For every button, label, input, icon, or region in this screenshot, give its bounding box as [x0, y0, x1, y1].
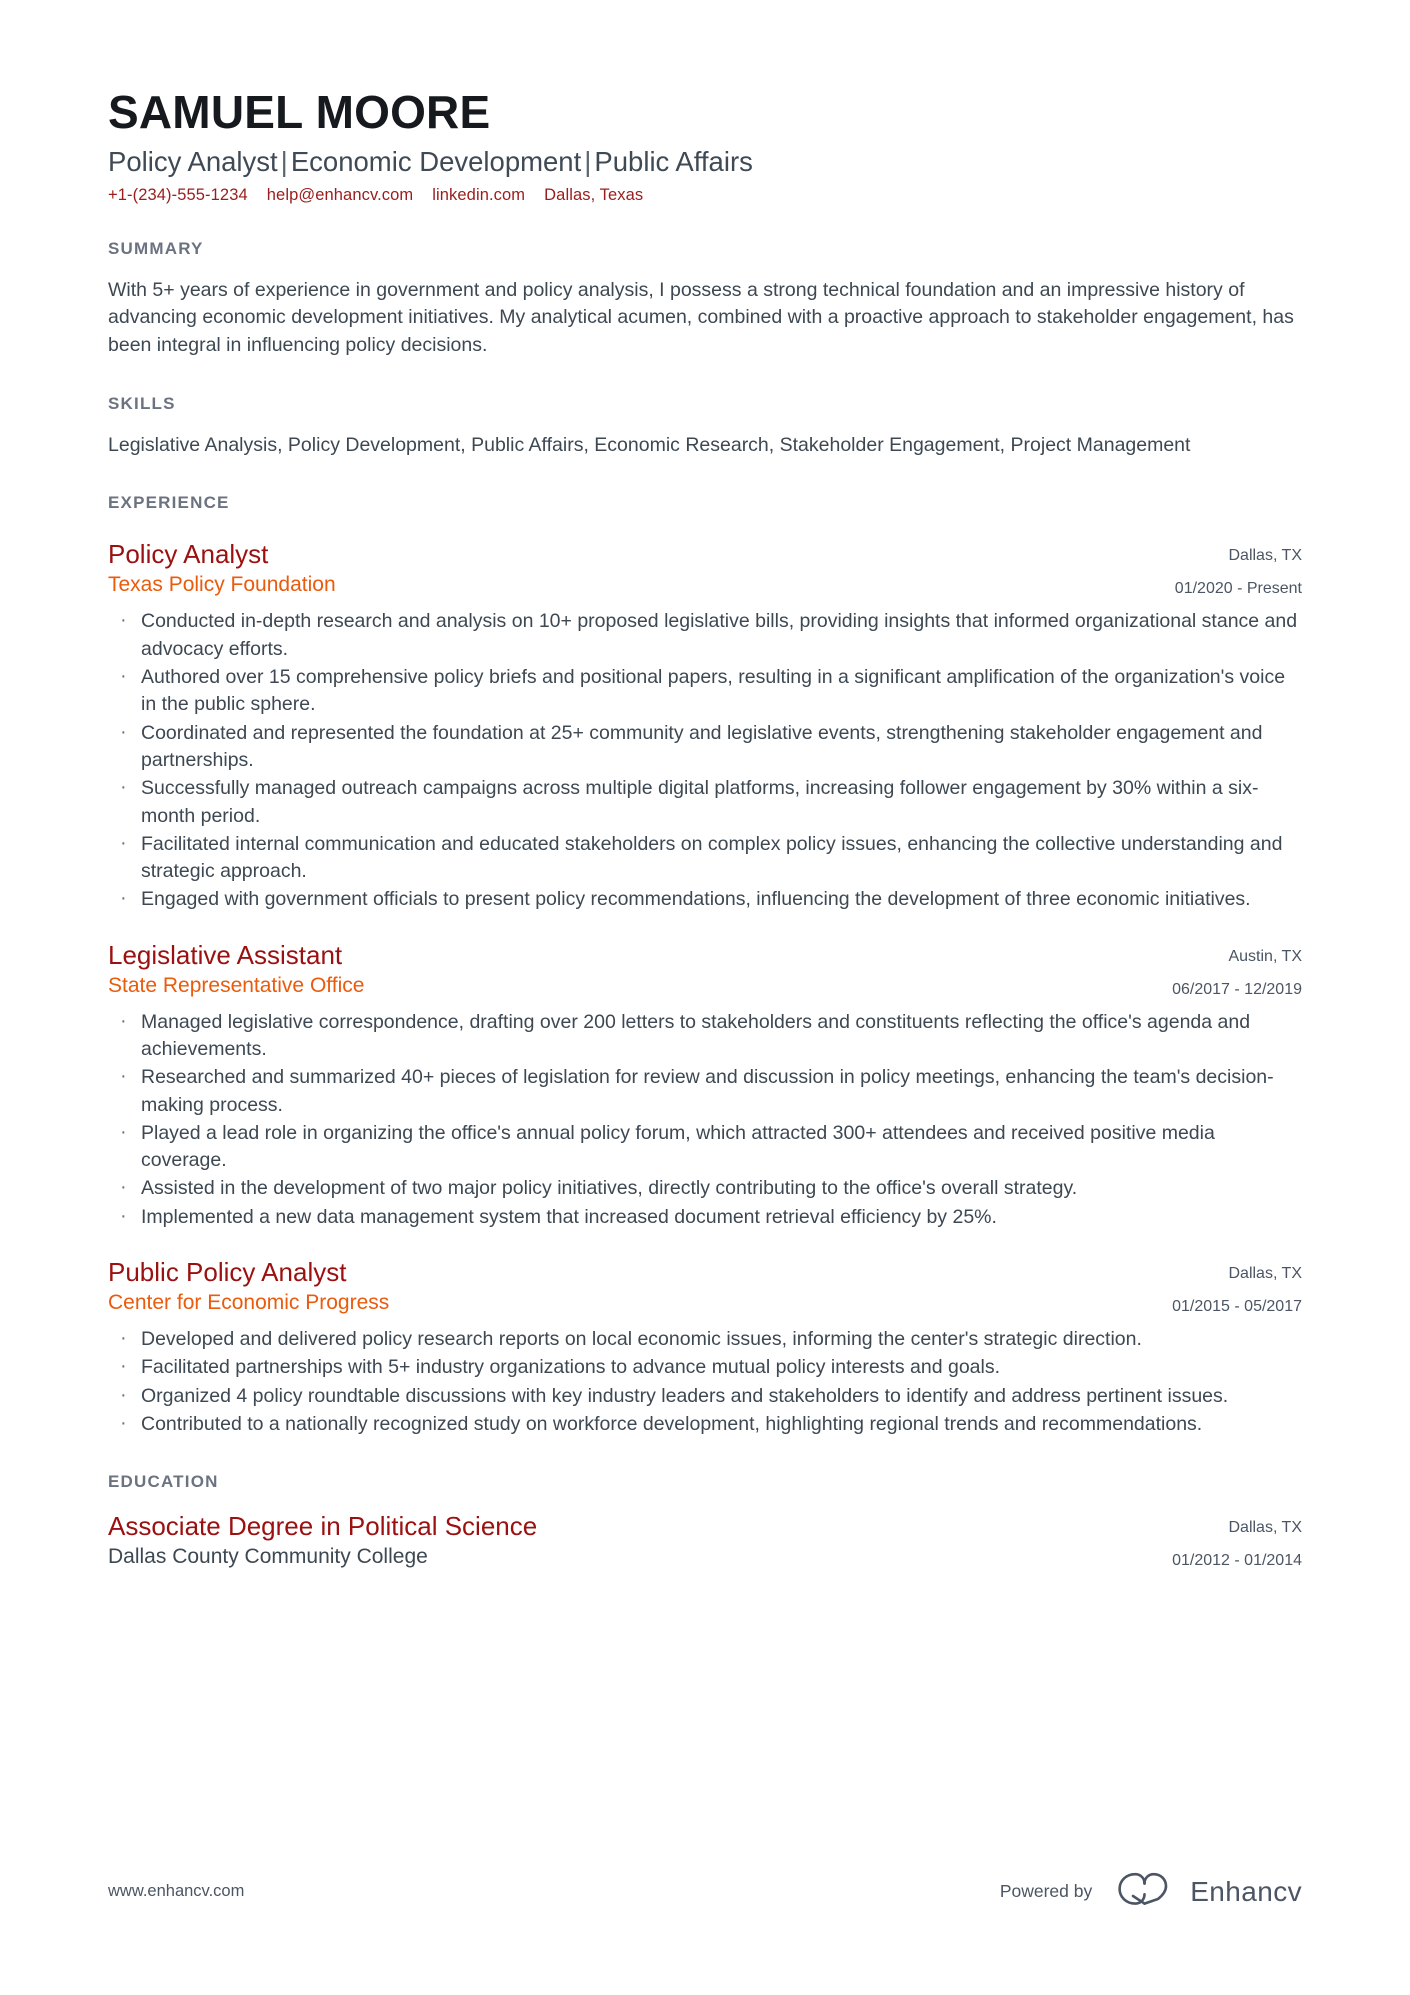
education-school: Dallas County Community College: [108, 1545, 428, 1569]
experience-bullet: · Organized 4 policy roundtable discussions with key industry leaders and stakeholders to identify and address pertinent issues.: [108, 1383, 1302, 1410]
experience-bullet: · Facilitated internal communication and educated stakeholders on complex policy issues, enhancing the collective understanding and strategic approach.: [108, 831, 1302, 886]
experience-location: Dallas, TX: [1228, 1265, 1302, 1283]
experience-company: Center for Economic Progress: [108, 1290, 390, 1314]
experience-bullet: · Conducted in-depth research and analysis on 10+ proposed legislative bills, providing insights that informed organizational stance and advocacy efforts.: [108, 608, 1302, 663]
enhancv-brand-name: Enhancv: [1190, 1875, 1302, 1907]
experience-entry: [108, 941, 1302, 1231]
experience-dates: 01/2015 - 05/2017: [1172, 1298, 1302, 1316]
education-entry: [108, 1512, 1302, 1573]
experience-entry: [108, 540, 1302, 913]
experience-bullet: · Implemented a new data management system that increased document retrieval efficiency by 25%.: [108, 1204, 1302, 1231]
experience-entry: [108, 1258, 1302, 1438]
page-footer: [108, 1872, 1302, 1911]
headline-part-2: Public Affairs: [594, 145, 753, 177]
experience-job-title: Public Policy Analyst: [108, 1257, 347, 1288]
experience-entry-meta: [1175, 540, 1302, 601]
experience-bullet: · Assisted in the development of two major policy initiatives, directly contributing to the office's overall strategy.: [108, 1175, 1302, 1202]
section-education: [108, 1472, 1302, 1573]
resume-header: [108, 88, 1302, 205]
experience-job-title: Policy Analyst: [108, 539, 269, 570]
candidate-headline: [108, 145, 1302, 178]
experience-bullet-list: [108, 608, 1302, 913]
footer-website-url[interactable]: www.enhancv.com: [108, 1882, 245, 1900]
footer-brand: [1000, 1872, 1302, 1911]
experience-bullet: · Played a lead role in organizing the office's annual policy forum, which attracted 300+ attendees and received positive media coverage.: [108, 1120, 1302, 1175]
section-experience: [108, 493, 1302, 1438]
experience-bullet-list: [108, 1009, 1302, 1231]
headline-part-1: Economic Development: [290, 145, 582, 177]
experience-bullet: · Researched and summarized 40+ pieces of legislation for review and discussion in policy meetings, enhancing the team's decision-making process.: [108, 1064, 1302, 1119]
experience-bullet: · Facilitated partnerships with 5+ industry organizations to advance mutual policy interests and goals.: [108, 1354, 1302, 1381]
experience-bullet: · Coordinated and represented the foundation at 25+ community and legislative events, strengthening stakeholder engagement and partnerships.: [108, 720, 1302, 775]
education-entry-head: [108, 1512, 1302, 1573]
experience-location: Austin, TX: [1228, 947, 1302, 965]
headline-separator: |: [584, 145, 592, 177]
education-location: Dallas, TX: [1228, 1519, 1302, 1537]
experience-entry-meta: [1172, 1258, 1302, 1319]
section-skills: [108, 394, 1302, 460]
enhancv-logo-icon: [1114, 1872, 1176, 1911]
contact-email[interactable]: help@enhancv.com: [266, 185, 414, 204]
experience-bullet: · Engaged with government officials to present policy recommendations, influencing the development of three economic initiatives.: [108, 886, 1302, 913]
experience-bullet: · Authored over 15 comprehensive policy briefs and positional papers, resulting in a significant amplification of the organization's voice in the public sphere.: [108, 664, 1302, 719]
section-title-skills: SKILLS: [108, 393, 176, 413]
headline-separator: |: [280, 145, 288, 177]
education-dates: 01/2012 - 01/2014: [1172, 1552, 1302, 1570]
experience-entry-meta: [1172, 941, 1302, 1002]
section-title-education: EDUCATION: [108, 1472, 219, 1492]
education-entry-left: [108, 1512, 1172, 1569]
experience-bullet: · Managed legislative correspondence, drafting over 200 letters to stakeholders and constituents reflecting the office's agenda and achievements.: [108, 1009, 1302, 1064]
experience-bullet-list: [108, 1326, 1302, 1438]
powered-by-label: Powered by: [999, 1881, 1093, 1901]
experience-location: Dallas, TX: [1228, 547, 1302, 565]
section-title-summary: SUMMARY: [108, 238, 204, 258]
skills-text: Legislative Analysis, Policy Development, Public Affairs, Economic Research, Stakeholder Engagement, Project Management: [108, 433, 1191, 456]
candidate-name: SAMUEL MOORE: [108, 86, 491, 138]
education-degree: Associate Degree in Political Science: [108, 1511, 538, 1542]
experience-entry-left: [108, 941, 1172, 998]
experience-company: Texas Policy Foundation: [108, 573, 336, 597]
experience-entry-head: [108, 540, 1302, 601]
section-title-experience: EXPERIENCE: [108, 493, 230, 513]
experience-bullet: · Successfully managed outreach campaigns across multiple digital platforms, increasing follower engagement by 30% within a six-month period.: [108, 775, 1302, 830]
experience-entry-head: [108, 941, 1302, 1002]
experience-entry-head: [108, 1258, 1302, 1319]
contact-row: [108, 186, 1302, 205]
summary-text: With 5+ years of experience in government and policy analysis, I possess a strong technical foundation and an impressive history of advancing economic development initiatives. My analytical acumen, combined with a proactive approach to stakeholder engagement, has been integral in influencing policy decisions.: [108, 278, 1294, 357]
contact-location: Dallas, Texas: [544, 185, 644, 204]
experience-dates: 06/2017 - 12/2019: [1172, 980, 1302, 998]
experience-company: State Representative Office: [108, 973, 365, 997]
experience-entry-left: [108, 540, 1175, 597]
experience-bullet: · Contributed to a nationally recognized study on workforce development, highlighting regional trends and recommendations.: [108, 1411, 1302, 1438]
experience-entry-left: [108, 1258, 1172, 1315]
experience-dates: 01/2020 - Present: [1174, 580, 1302, 598]
education-entry-meta: [1172, 1512, 1302, 1573]
headline-part-0: Policy Analyst: [108, 145, 278, 177]
enhancv-logo-lockup: [1114, 1872, 1302, 1911]
contact-phone[interactable]: +1-(234)-555-1234: [108, 185, 248, 204]
experience-job-title: Legislative Assistant: [108, 939, 343, 970]
section-summary: [108, 239, 1302, 360]
experience-bullet: · Developed and delivered policy research reports on local economic issues, informing the center's strategic direction.: [108, 1326, 1302, 1353]
contact-linkedin[interactable]: linkedin.com: [432, 185, 526, 204]
